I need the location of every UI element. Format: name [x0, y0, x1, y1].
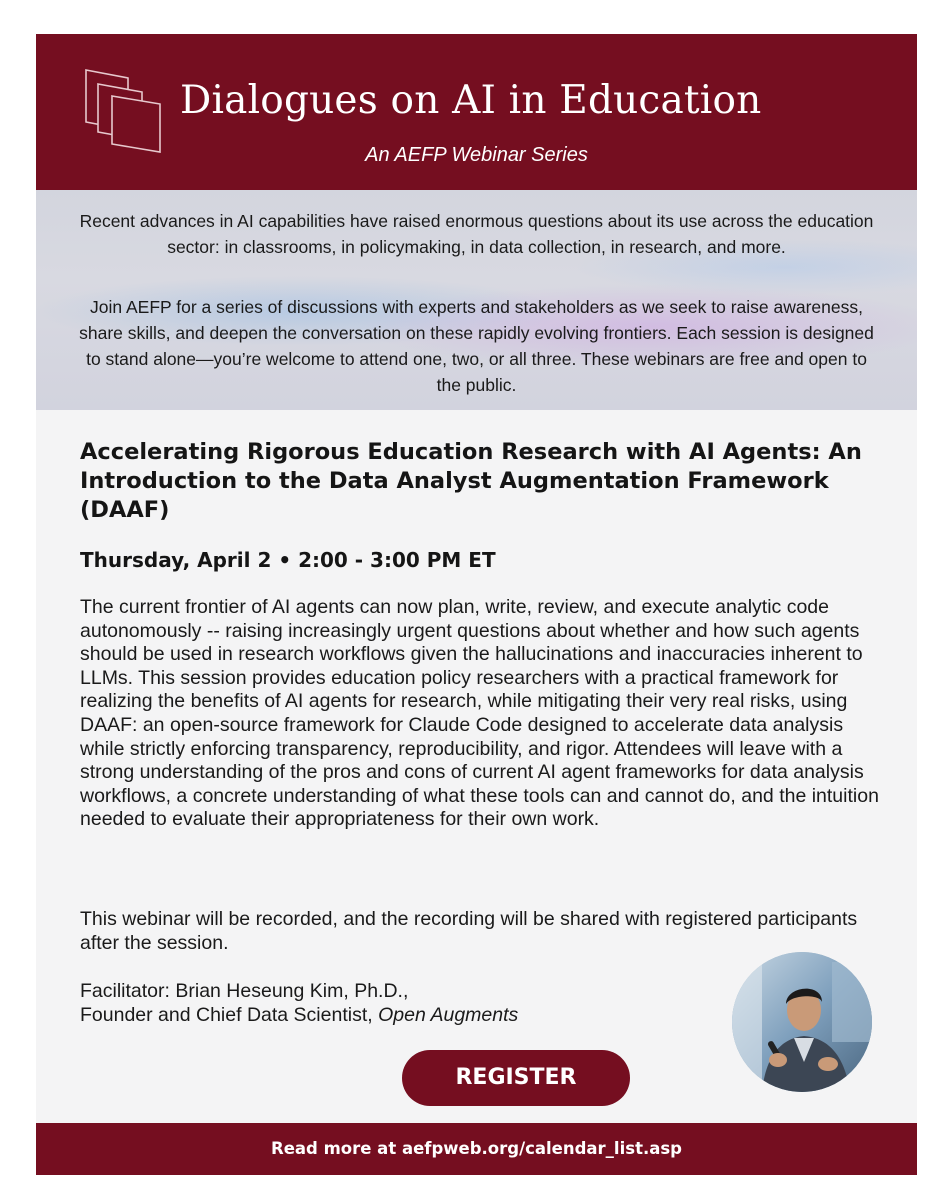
event-title: Accelerating Rigorous Education Research with AI Agents: An Introduction to the Data Analyst Augmentation Framework (DAAF) [80, 439, 862, 523]
facilitator-role: Founder and Chief Data Scientist, [80, 1003, 379, 1026]
facilitator-organization: Open Augments [378, 1003, 519, 1026]
series-subtitle: An AEFP Webinar Series [365, 144, 588, 166]
recording-note: This webinar will be recorded, and the recording will be shared with registered participants after the session. [80, 908, 858, 954]
intro-paragraph-1: Recent advances in AI capabilities have raised enormous questions about its use across the education sector: in classrooms, in policymaking, in data collection, in research, and more. [79, 211, 874, 257]
speaker-portrait-image [732, 952, 872, 1092]
footer-banner [36, 1123, 917, 1175]
read-more-link[interactable]: Read more at aefpweb.org/calendar_list.asp [271, 1139, 682, 1158]
event-date: Thursday, April 2 • 2:00 - 3:00 PM ET [80, 548, 496, 572]
speaker-portrait-photo [732, 952, 872, 1092]
webinar-flyer [36, 34, 917, 1175]
event-description: The current frontier of AI agents can now plan, write, review, and execute analytic code autonomously -- raising increasingly urgent questions about whether and how such agents should be used in research workflows given the hallucinations and inaccuracies inherent to LLMs. This session provides education policy researchers with a practical framework for realizing the benefits of AI agents for research, while mitigating their very real risks, using DAAF: an open-source framework for Claude Code designed to accelerate data analysis while strictly enforcing transparency, reproducibility, and rigor. Attendees will leave with a strong understanding of the pros and cons of current AI agent frameworks for data analysis workflows, a concrete understanding of what these tools can and cannot do, and the intuition needed to evaluate their appropriateness for their own work. [80, 596, 879, 831]
intro-section [36, 190, 917, 410]
header-banner [36, 34, 917, 190]
series-title: Dialogues on AI in Education [180, 78, 762, 123]
register-button[interactable]: REGISTER [402, 1050, 630, 1106]
facilitator-name: Facilitator: Brian Heseung Kim, Ph.D., [80, 980, 409, 1002]
intro-paragraph-2: Join AEFP for a series of discussions with experts and stakeholders as we seek to raise awareness, share skills, and deepen the conversation on these rapidly evolving frontiers. Each session is designed to stand alone—you’re welcome to attend one, two, or all three. These webinars are free and open to the public. [79, 297, 874, 395]
stacked-frames-logo-icon [84, 68, 162, 154]
